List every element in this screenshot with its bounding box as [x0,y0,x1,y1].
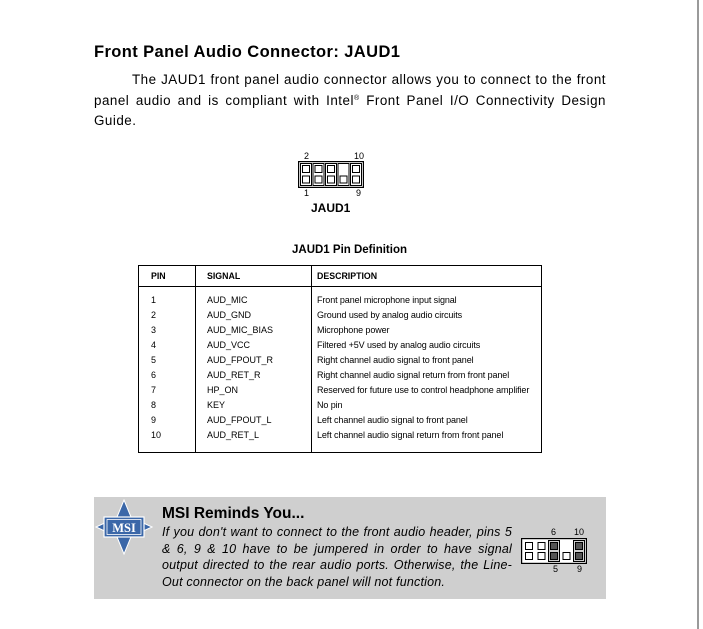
connector-pin-label: 2 [304,151,310,161]
connector-name: JAUD1 [311,201,351,215]
column-header-description: DESCRIPTION [312,266,542,287]
description-cell: Left channel audio signal return from front panel [317,430,504,440]
pin-definition-table [138,265,542,453]
pin-cell: 3 [139,323,196,338]
msi-logo-text: MSI [112,521,136,535]
pin-cell: 10 [139,428,196,443]
description-cell: Left channel audio signal to front panel [317,415,468,425]
signal-cell: AUD_RET_R [196,368,312,383]
table-row [139,293,542,308]
table-row [139,413,542,428]
pin-cell: 9 [139,413,196,428]
table-header-row [139,266,542,287]
description-cell: Microphone power [317,325,390,335]
pin-cell: 1 [139,293,196,308]
pin-cell: 7 [139,383,196,398]
table-row [139,308,542,323]
connector-pin-label: 9 [356,188,362,198]
pin-cell: 2 [139,308,196,323]
jumper-pin-label: 5 [553,564,559,574]
pin-cell: 6 [139,368,196,383]
table-title: JAUD1 Pin Definition [292,244,408,256]
section-title: Front Panel Audio Connector: JAUD1 [94,43,401,61]
intro-paragraph [94,70,606,132]
jumper-diagram [521,538,587,564]
description-cell: Ground used by analog audio circuits [317,310,462,320]
table-row [139,398,542,413]
table-row [139,353,542,368]
connector-pin-label: 1 [304,188,310,198]
connector-pin-label: 10 [354,151,365,161]
jumper-pin-label: 9 [577,564,583,574]
table-row [139,383,542,398]
signal-cell: AUD_GND [196,308,312,323]
signal-cell: AUD_MIC [196,293,312,308]
pin-cell: 4 [139,338,196,353]
table-row [139,428,542,443]
table-row [139,338,542,353]
reminder-text: If you don't want to connect to the front audio header, pins 5 & 6, 9 & 10 have to be jumpered in order to have signal output directed to the rear audio ports. Otherwise, the Line-Out connector on the back panel will not function. [162,525,512,589]
column-header-signal: SIGNAL [196,266,312,287]
msi-logo-icon [95,499,153,555]
signal-cell: AUD_RET_L [196,428,312,443]
description-cell: Right channel audio signal to front panel [317,355,474,365]
signal-cell: AUD_FPOUT_L [196,413,312,428]
intro-text-part2: Front Panel I/O Connectivity Design Guide. [94,92,606,128]
jaud1-connector-diagram [298,161,364,188]
jumper-pin-label: 10 [574,527,585,537]
intro-text-part1: The JAUD1 front panel audio connector allows you to connect to the front panel audio and is compliant with Intel [94,72,606,108]
page-edge [697,0,699,629]
reminder-title: MSI Reminds You... [162,505,305,522]
signal-cell: HP_ON [196,383,312,398]
signal-cell: AUD_FPOUT_R [196,353,312,368]
table-row [139,368,542,383]
table-row [139,323,542,338]
description-cell: No pin [317,400,343,410]
pin-cell: 5 [139,353,196,368]
jumper-pin-label: 6 [551,527,557,537]
pin-cell: 8 [139,398,196,413]
description-cell: Right channel audio signal return from front panel [317,370,510,380]
column-header-pin: PIN [139,266,196,287]
signal-cell: KEY [196,398,312,413]
description-cell: Filtered +5V used by analog audio circuits [317,340,481,350]
description-cell: Reserved for future use to control headphone amplifier [317,385,530,395]
registered-mark: ® [353,94,360,102]
signal-cell: AUD_MIC_BIAS [196,323,312,338]
description-cell: Front panel microphone input signal [317,295,457,305]
signal-cell: AUD_VCC [196,338,312,353]
